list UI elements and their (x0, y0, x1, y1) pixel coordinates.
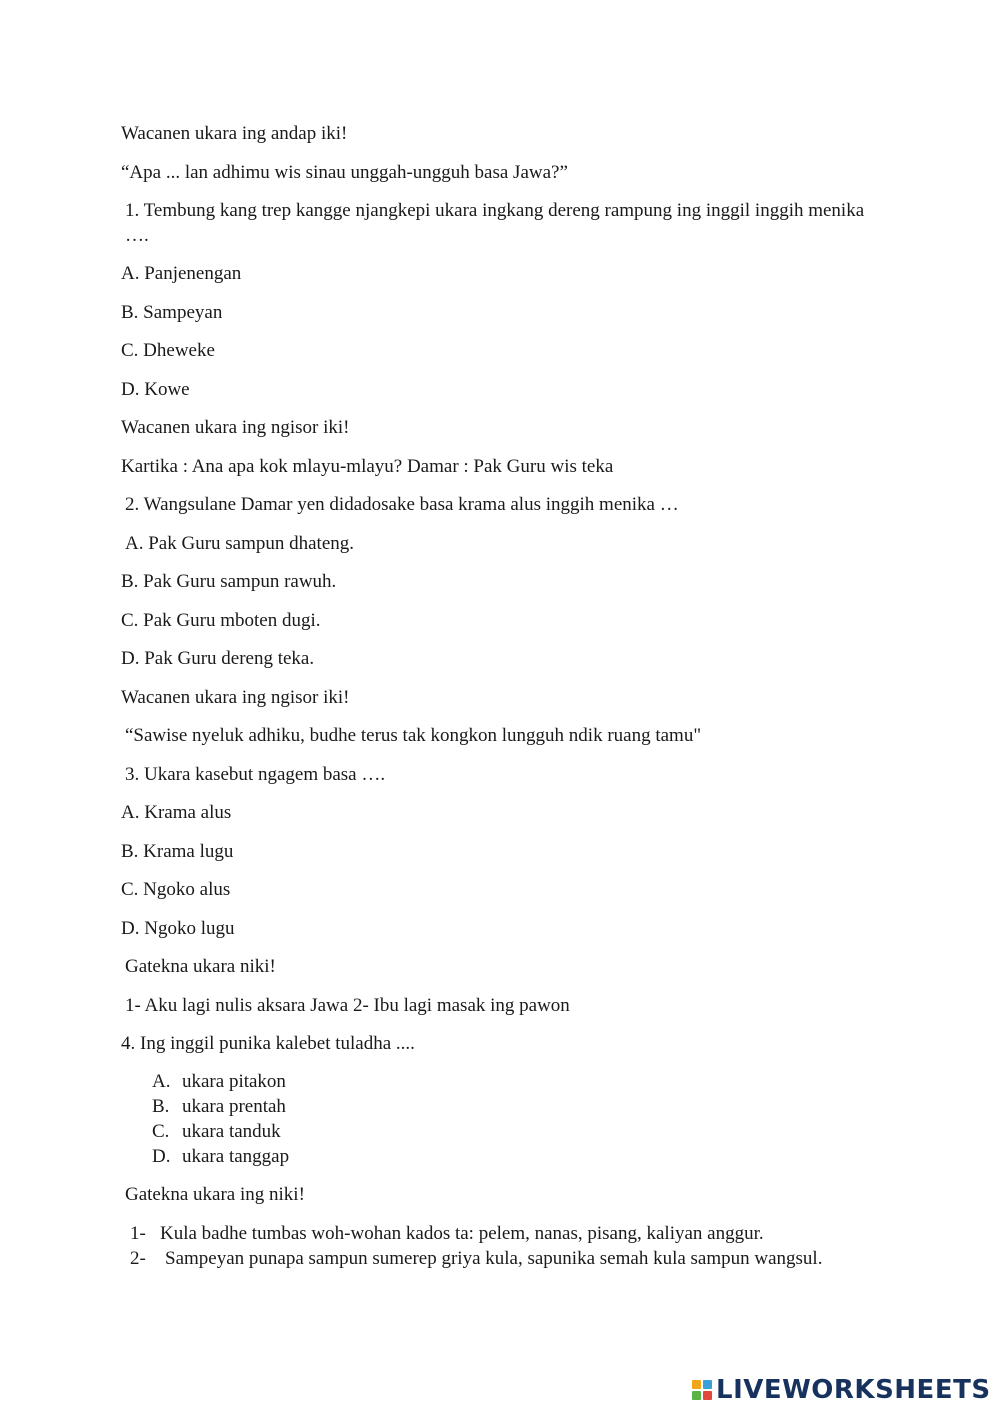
option-letter: A. (152, 1071, 171, 1092)
item-text: Sampeyan punapa sampun sumerep griya kula, sapunika semah kula sampun wangsul. (165, 1248, 823, 1269)
q2-option-b: B. Pak Guru sampun rawuh. (121, 571, 337, 592)
item-text: Kula badhe tumbas woh-wohan kados ta: pelem, nanas, pisang, kaliyan anggur. (160, 1223, 764, 1244)
option-letter: B. (152, 1096, 170, 1117)
q2-option-a: A. Pak Guru sampun dhateng. (125, 533, 355, 554)
q1-option-b: B. Sampeyan (121, 302, 223, 323)
q5-item-2 (130, 1246, 890, 1271)
q2-option-c: C. Pak Guru mboten dugi. (121, 610, 321, 631)
q3-option-a: A. Krama alus (121, 802, 232, 823)
option-text: ukara pitakon (182, 1071, 286, 1092)
question-1: 1. Tembung kang trep kangge njangkepi ukara ingkang dereng rampung ing inggil inggih menika …. (125, 200, 865, 246)
liveworksheets-logo-icon (692, 1380, 712, 1400)
q4-option-c (152, 1119, 912, 1144)
logo-text: LIVEWORKSHEETS (716, 1375, 991, 1405)
q4-option-b (152, 1094, 912, 1119)
q3-option-d: D. Ngoko lugu (121, 918, 235, 939)
option-text: ukara tanggap (182, 1146, 290, 1167)
option-letter: D. (152, 1146, 171, 1167)
q2-option-d: D. Pak Guru dereng teka. (121, 648, 315, 669)
q3-option-c: C. Ngoko alus (121, 879, 231, 900)
instruction-1: Wacanen ukara ing andap iki! (121, 123, 348, 144)
question-2: 2. Wangsulane Damar yen didadosake basa krama alus inggih menika … (125, 494, 679, 515)
passage-4: 1- Aku lagi nulis aksara Jawa 2- Ibu lagi masak ing pawon (125, 995, 570, 1016)
passage-2: Kartika : Ana apa kok mlayu-mlayu? Damar : Pak Guru wis teka (121, 456, 614, 477)
liveworksheets-logo[interactable] (692, 1374, 991, 1406)
q4-option-a (152, 1069, 912, 1094)
instruction-2: Wacanen ukara ing ngisor iki! (121, 417, 350, 438)
option-text: ukara tanduk (182, 1121, 281, 1142)
instruction-4: Gatekna ukara niki! (125, 956, 276, 977)
passage-3: “Sawise nyeluk adhiku, budhe terus tak kongkon lungguh ndik ruang tamu" (125, 725, 702, 746)
passage-1: “Apa ... lan adhimu wis sinau unggah-ungguh basa Jawa?” (121, 162, 568, 183)
q1-option-c: C. Dheweke (121, 340, 215, 361)
question-3: 3. Ukara kasebut ngagem basa …. (125, 764, 386, 785)
q4-option-d (152, 1144, 912, 1169)
instruction-5: Gatekna ukara ing niki! (125, 1184, 305, 1205)
q3-option-b: B. Krama lugu (121, 841, 234, 862)
question-4: 4. Ing inggil punika kalebet tuladha .... (121, 1033, 415, 1054)
q1-option-a: A. Panjenengan (121, 263, 242, 284)
q1-option-d: D. Kowe (121, 379, 190, 400)
item-number: 2- (130, 1248, 146, 1269)
option-letter: C. (152, 1121, 170, 1142)
instruction-3: Wacanen ukara ing ngisor iki! (121, 687, 350, 708)
item-number: 1- (130, 1223, 146, 1244)
q5-item-1 (130, 1221, 890, 1246)
option-text: ukara prentah (182, 1096, 286, 1117)
